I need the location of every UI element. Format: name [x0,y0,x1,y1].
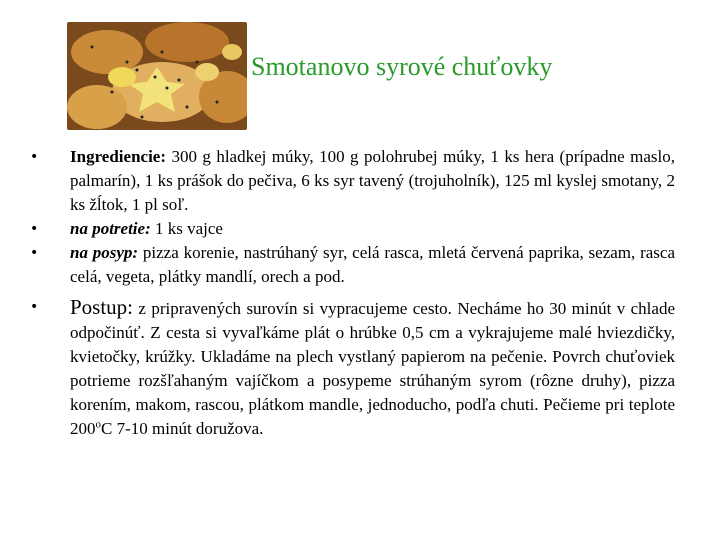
ingredients-text: 300 g hladkej múky, 100 g polohrubej múky, 1 ks hera (prípadne maslo, palmarín), 1 ks prášok do pečiva, 6 ks syr tavený (trojuholník), 125 ml kyslej smotany, 2 ks žĺtok, 1 pl soľ. [70,147,675,214]
procedure-tail: C 7-10 minút doružova. [101,419,264,438]
topping-text: pizza korenie, nastrúhaný syr, celá rasca, mletá červená paprika, sezam, rasca celá, vegeta, plátky mandlí, orech a pod. [70,243,675,286]
bullet-icon: • [30,245,39,261]
procedure-label: Postup: [70,295,134,319]
list-item-brush [30,217,675,241]
pastry-photo [67,22,247,130]
brush-text: 1 ks vajce [150,219,223,238]
ingredients-label: Ingrediencie: [70,147,167,166]
pastry-image [67,22,247,130]
degree-sign: o [95,418,101,431]
list-item-procedure [30,295,675,441]
list-item-topping [30,241,675,289]
list-item-ingredients [30,145,675,217]
page-title: Smotanovo syrové chuťovky [251,52,553,81]
bullet-icon: • [30,299,39,315]
procedure-text: z pripravených surovín si vypracujeme cesto. Necháme ho 30 minút v chlade odpočinúť. Z cesta si vyvaľkáme plát o hrúbke 0,5 cm a vykrajujeme malé hviezdičky, kvietočky, krúžky. Ukladáme na plech vystlaný papierom na pečenie. Povrch chuťoviek potrieme rozšľahaným vajíčkom a posypeme strúhaným syrom (rôzne druhy), pizza korením, makom, rascou, plátkom mandle, jednoducho, podľa chuti. Pečieme pri teplote 200 [70,299,675,438]
bullet-icon: • [30,149,39,165]
brush-label: na potretie: [70,219,151,238]
recipe-list [30,145,675,441]
topping-label: na posyp: [70,243,139,262]
bullet-icon: • [30,221,39,237]
